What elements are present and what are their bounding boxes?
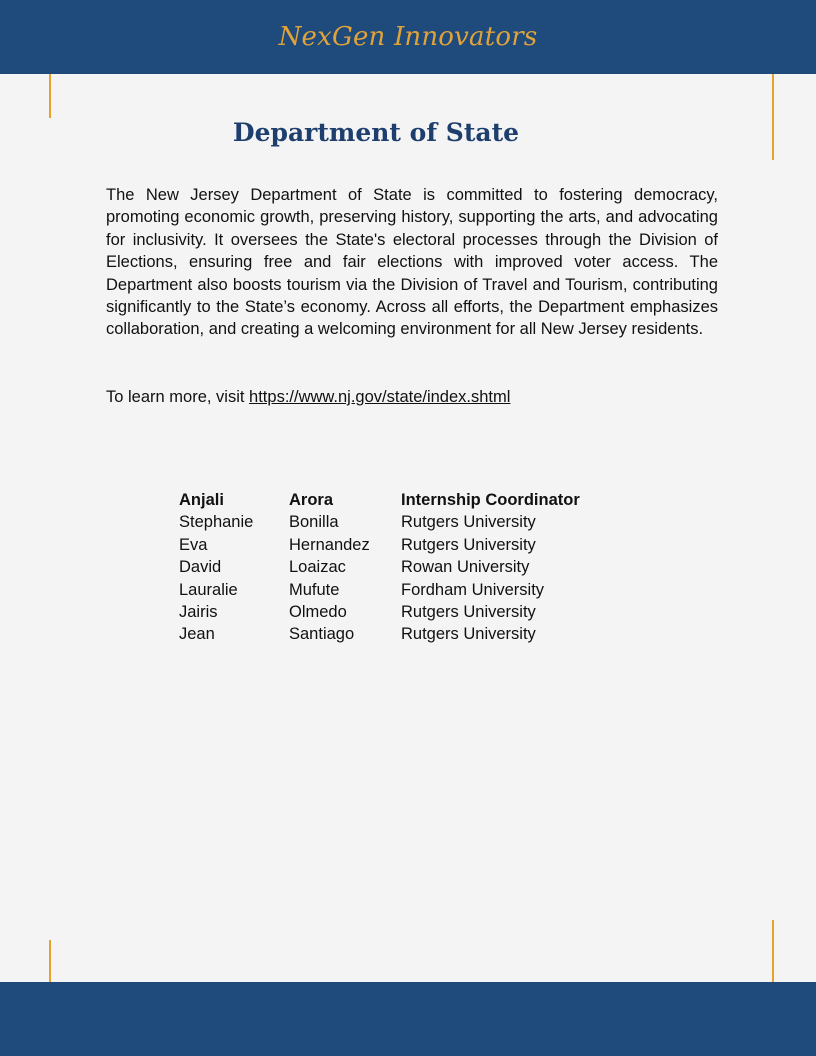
intern-last-name: Bonilla: [289, 513, 339, 532]
table-row: [179, 579, 580, 601]
intern-first-name: Stephanie: [179, 513, 254, 532]
table-row: [179, 623, 580, 645]
intro-paragraph: The New Jersey Department of State is committed to fostering democracy, promoting economic growth, preserving history, supporting the arts, and advocating for inclusivity. It oversees the State's electoral processes through the Division of Elections, ensuring free and fair elections with improved voter access. The Department also boosts tourism via the Division of Travel and Tourism, contributing significantly to the State’s economy. Across all efforts, the Department emphasizes collaboration, and creating a welcoming environment for all New Jersey residents.: [106, 186, 718, 339]
intern-school: Rutgers University: [401, 513, 536, 532]
table-row: [179, 534, 580, 556]
intern-school: Rutgers University: [401, 603, 536, 622]
left-accent-line-top: [49, 74, 51, 118]
table-row: [179, 511, 580, 533]
intern-last-name: Hernandez: [289, 535, 370, 554]
learn-more-prefix: To learn more, visit: [106, 388, 250, 406]
left-accent-line-bottom: [49, 940, 51, 982]
brand-title: NexGen Innovators: [278, 22, 538, 52]
intern-last-name: Santiago: [289, 625, 355, 644]
intern-roster-table: [179, 489, 580, 646]
page-title: Department of State: [232, 118, 520, 147]
intern-school: Rowan University: [401, 558, 530, 577]
learn-more-line: [106, 386, 718, 408]
intern-first-name: Jean: [179, 625, 215, 644]
department-link[interactable]: https://www.nj.gov/state/index.shtml: [249, 388, 511, 406]
intern-first-name: Lauralie: [179, 580, 238, 599]
table-row: [179, 601, 580, 623]
intern-first-name: Eva: [179, 535, 208, 554]
coordinator-last-name: Arora: [289, 491, 334, 509]
intern-last-name: Loaizac: [289, 558, 346, 577]
intern-school: Rutgers University: [401, 535, 536, 554]
intern-school: Fordham University: [401, 580, 545, 599]
intern-first-name: David: [179, 558, 222, 577]
intern-last-name: Olmedo: [289, 603, 347, 622]
coordinator-role: Internship Coordinator: [401, 491, 580, 509]
right-accent-line-top: [772, 74, 774, 160]
intern-first-name: Jairis: [179, 603, 218, 622]
table-row: [179, 556, 580, 578]
intern-last-name: Mufute: [289, 580, 340, 599]
right-accent-line-bottom: [772, 920, 774, 982]
intern-school: Rutgers University: [401, 625, 536, 644]
footer-band: [0, 982, 816, 1056]
coordinator-first-name: Anjali: [179, 491, 224, 509]
roster-header-row: [179, 489, 580, 511]
